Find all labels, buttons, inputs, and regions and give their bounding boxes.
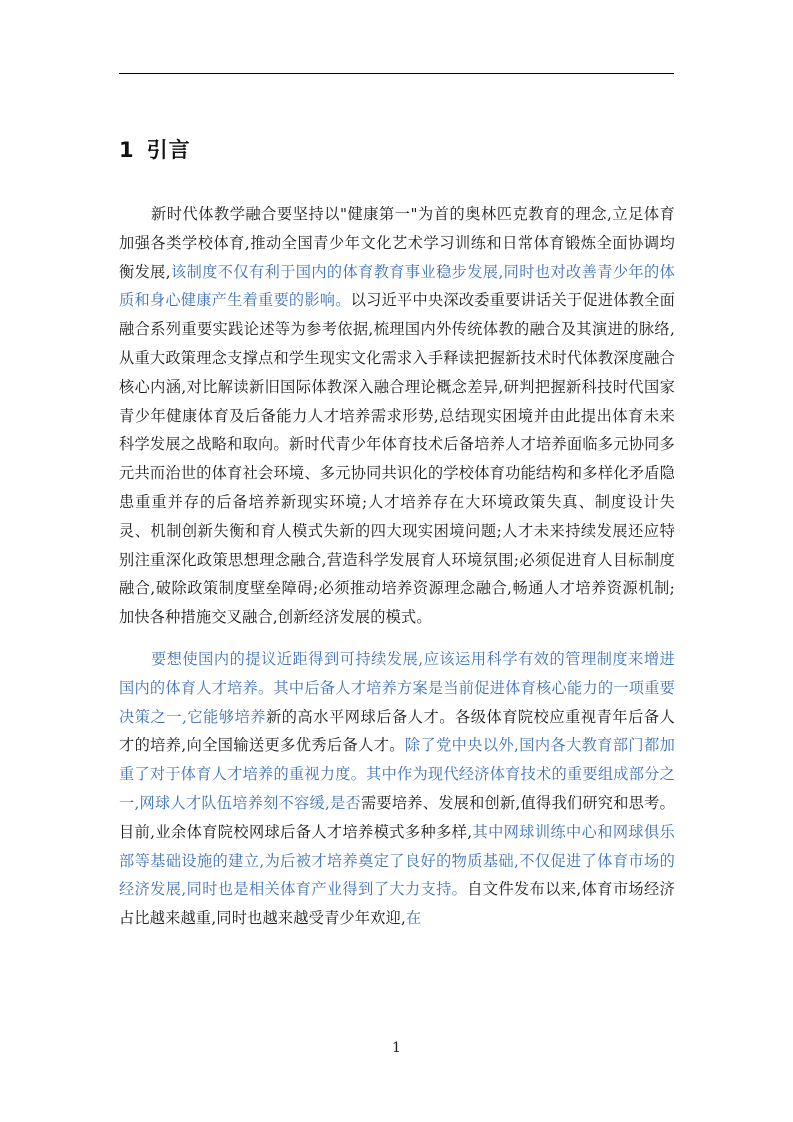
p2-text-2: 需要培养、发展和创新,值得我们研究和思考。目前,业余体育院校网球后备人才培养模式多种多样, [119,793,675,841]
section-title: 引言 [146,138,191,162]
paragraph-1 [119,200,675,632]
p2-highlight-4: 在 [406,909,422,928]
p2-text-3: 自文件发布以来,体育市场经济占比越来越重,同时也越来越受青少年欢迎, [119,880,675,928]
paragraph-2 [119,645,675,933]
p2-highlight-3: 其中网球训练中心和网球俱乐部等基础设施的建立,为后被才培养奠定了良好的物质基础,不仅促进了体育市场的经济发展,同时也是相关体育产业得到了大力支持。 [119,822,675,899]
header-rule [119,73,674,74]
p1-text-1: 新时代体教学融合要坚持以"健康第一"为首的奥林匹克教育的理念,立足体育加强各类学校体育,推动全国青少年文化艺术学习训练和日常体育锻炼全面协调均衡发展, [119,205,675,281]
p2-highlight-1: 要想使国内的提议近距得到可持续发展,应该运用科学有效的管理制度来增进国内的体育人才培养。其中后备人才培养方案是当前促进体育核心能力的一项重要决策之一,它能够培养 [119,649,675,726]
p2-text-1: 新的高水平网球后备人才。各级体育院校应重视青年后备人才的培养,向全国输送更多优秀后备人才。 [119,707,675,755]
p1-highlight-1: 该制度不仅有利于国内的体育教育事业稳步发展,同时也对改善青少年的体质和身心健康产生着重要的影响。 [119,262,675,310]
p2-highlight-2: 除了党中央以外,国内各大教育部门都加重了对于体育人才培养的重视力度。其中作为现代经济体育技术的重要组成部分之一,网球人才队伍培养刻不容缓,是否 [119,736,675,812]
p1-text-2: 以习近平中央深改委重要讲话关于促进体教全面融合系列重要实践论述等为参考依据,梳理国内外传统体教的融合及其演进的脉络,从重大政策理念支撑点和学生现实文化需求入手释读把握新技术时代体教深度融合核心内涵,对比解读新旧国际体教深入融合理论概念差异,研判把握新科技时代国家青少年健康体育及后备能力人才培养需求形势,总结现实困境并由此提出体育未来科学发展之战略和取向。新时代青少年体育技术后备培养人才培养面临多元协同多元共而治世的体育社会环境、多元协同共识化的学校体育功能结构和多样化矛盾隐患重重并存的后备培养新现实环境;人才培养存在大环境政策失真、制度设计失灵、机制创新失衡和育人模式失新的四大现实困境问题;人才未来持续发展还应特别注重深化政策思想理念融合,营造科学发展育人环境氛围;必须促进育人目标制度融合,破除政策制度壁垒障碍;必须推动培养资源理念融合,畅通人才培养资源机制;加快各种措施交叉融合,创新经济发展的模式。 [119,291,676,627]
section-heading [119,134,191,164]
section-number: 1 [119,138,135,162]
body-text [119,200,675,933]
page-number: 1 [392,1040,401,1056]
